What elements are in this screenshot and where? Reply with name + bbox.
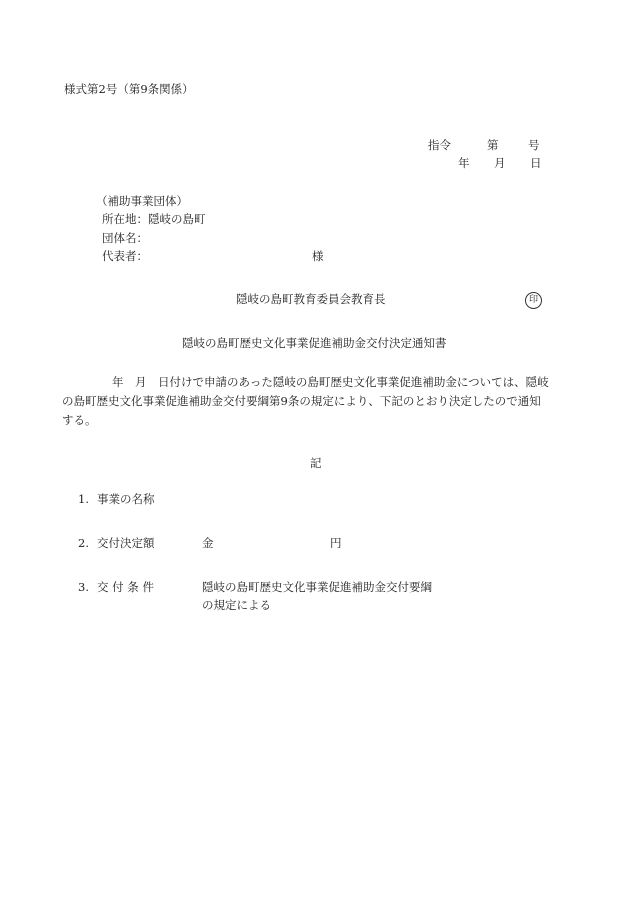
issuer-name: 隠岐の島町教育委員会教育長 (236, 292, 386, 306)
item-3-num: 3. (78, 580, 89, 594)
date-month: 月 (494, 156, 506, 170)
honorific: 様 (312, 249, 324, 263)
body-year: 年 (112, 375, 124, 389)
item-3-label: 交 付 条 件 (97, 580, 154, 594)
form-label: 様式第2号（第9条関係） (64, 82, 194, 96)
seal-mark (525, 291, 542, 309)
item-2-label: 交付決定額 (97, 536, 155, 550)
item-1-label: 事業の名称 (97, 492, 155, 506)
item-2-suffix: 円 (330, 536, 342, 550)
date-day: 日 (530, 156, 542, 170)
org-label: 団体名： (102, 231, 148, 245)
item-1-num: 1. (78, 492, 89, 506)
directive-dai: 第 (487, 138, 499, 152)
directive-label: 指令 (428, 138, 451, 152)
group-heading: （補助事業団体） (96, 194, 188, 208)
seal-icon: 印 (525, 292, 542, 309)
document-title: 隠岐の島町歴史文化事業促進補助金交付決定通知書 (182, 336, 447, 350)
body-text: 日付けで申請のあった隠岐の島町歴史文化事業促進補助金については、隠岐の島町歴史文化事業促進補助金交付要綱第9条の規定により、下記のとおり決定したので通知する。 (62, 375, 549, 427)
ki-heading: 記 (310, 456, 322, 470)
item-3-value-line1: 隠岐の島町歴史文化事業促進補助金交付要綱 (202, 580, 432, 594)
body-month: 月 (135, 375, 147, 389)
item-3-value-line2: の規定による (202, 598, 271, 612)
rep-label: 代表者： (102, 249, 148, 263)
item-2-num: 2. (78, 536, 89, 550)
directive-go: 号 (528, 138, 540, 152)
item-2-prefix: 金 (202, 536, 214, 550)
address-label: 所在地：隠岐の島町 (102, 212, 206, 226)
body-paragraph (62, 373, 552, 430)
date-year: 年 (458, 156, 470, 170)
